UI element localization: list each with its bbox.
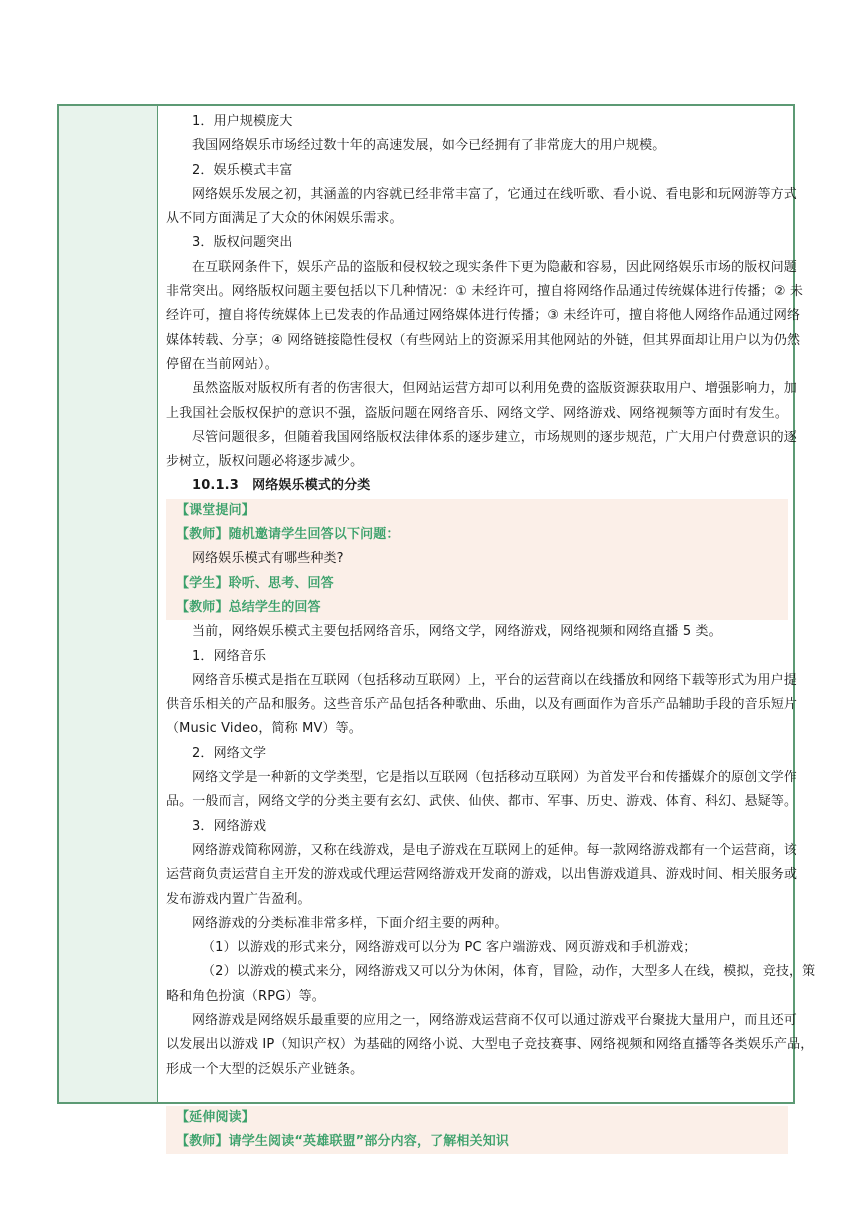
text-line: 网络游戏是网络娱乐最重要的应用之一，网络游戏运营商不仅可以通过游戏平台聚拢大量用户，而且还可 — [192, 1012, 797, 1028]
text-line: 从不同方面满足了大众的休闲娱乐需求。 — [166, 211, 403, 227]
highlight-line: 【延伸阅读】 — [166, 1106, 788, 1130]
text-line: 非常突出。网络版权问题主要包括以下几种情况：① 未经许可，擅自将网络作品通过传统媒体进行传播；② 未 — [166, 284, 804, 300]
text-line: 以发展出以游戏 IP（知识产权）为基础的网络小说、大型电子竞技赛事、网络视频和网络直播等各类娱乐产品， — [166, 1037, 814, 1053]
text-line: 形成一个大型的泛娱乐产业链条。 — [166, 1061, 364, 1077]
text-line: 我国网络娱乐市场经过数十年的高速发展，如今已经拥有了非常庞大的用户规模。 — [192, 138, 666, 154]
text-line: （2）以游戏的模式来分，网络游戏又可以分为休闲，体育，冒险，动作，大型多人在线，模拟，竞技，策 — [202, 964, 816, 980]
text-line: 2．网络文学 — [192, 745, 267, 761]
text-line: 网络文学是一种新的文学类型，它是指以互联网（包括移动互联网）为首发平台和传播媒介的原创文学作 — [192, 770, 797, 786]
text-line: 2．娱乐模式丰富 — [192, 162, 293, 178]
highlight-line: 【教师】随机邀请学生回答以下问题： — [166, 523, 788, 547]
text-line: 供音乐相关的产品和服务。这些音乐产品包括各种歌曲、乐曲，以及有画面作为音乐产品辅助手段的音乐短片 — [166, 697, 798, 713]
section-heading: 10.1.3 网络娱乐模式的分类 — [192, 478, 371, 494]
left-column-cell — [59, 106, 158, 1102]
text-line: 媒体转载、分享；④ 网络链接隐性侵权（有些网站上的资源采用其他网站的外链，但其界面却让用户以为仍然 — [166, 332, 801, 348]
highlight-line: 网络娱乐模式有哪些种类? — [166, 547, 788, 571]
text-line: 网络游戏简称网游，又称在线游戏，是电子游戏在互联网上的延伸。每一款网络游戏都有一个运营商，该 — [192, 842, 797, 858]
text-line: 运营商负责运营自主开发的游戏或代理运营网络游戏开发商的游戏，以出售游戏道具、游戏时间、相关服务或 — [166, 867, 798, 883]
highlight-line: 【教师】总结学生的回答 — [166, 596, 788, 620]
text-line: 网络娱乐发展之初，其涵盖的内容就已经非常丰富了，它通过在线听歌、看小说、看电影和玩网游等方式 — [192, 186, 797, 202]
text-line: 略和角色扮演（RPG）等。 — [166, 988, 325, 1004]
text-line: 在互联网条件下，娱乐产品的盗版和侵权较之现实条件下更为隐蔽和容易，因此网络娱乐市场的版权问题 — [192, 259, 797, 275]
text-line: （1）以游戏的形式来分，网络游戏可以分为 PC 客户端游戏、网页游戏和手机游戏； — [202, 940, 697, 956]
text-line: 经许可，擅自将传统媒体上已发表的作品通过网络媒体进行传播；③ 未经许可，擅自将他人网络作品通过网络 — [166, 308, 801, 324]
text-line — [166, 1082, 788, 1106]
text-line: 1．网络音乐 — [192, 648, 267, 664]
text-line: 上我国社会版权保护的意识不强，盗版问题在网络音乐、网络文学、网络游戏、网络视频等方面时有发生。 — [166, 405, 788, 421]
text-line: 虽然盗版对版权所有者的伤害很大，但网站运营方却可以利用免费的盗版资源获取用户、增强影响力，加 — [192, 381, 797, 397]
lesson-table — [57, 104, 816, 1150]
text-line: 发布游戏内置广告盈利。 — [166, 891, 311, 907]
content-cell — [166, 110, 816, 1154]
text-line: （Music Video，简称 MV）等。 — [166, 721, 362, 737]
text-line: 1．用户规模庞大 — [192, 114, 293, 129]
highlight-line: 【学生】聆听、思考、回答 — [166, 572, 788, 596]
text-line: 步树立，版权问题必将逐步减少。 — [166, 454, 364, 470]
text-line: 品。一般而言，网络文学的分类主要有玄幻、武侠、仙侠、都市、军事、历史、游戏、体育、科幻、悬疑等。 — [166, 794, 798, 810]
text-line: 网络游戏的分类标准非常多样，下面介绍主要的两种。 — [192, 915, 508, 931]
text-line: 停留在当前网站）。 — [166, 356, 278, 372]
text-line: 网络音乐模式是指在互联网（包括移动互联网）上，平台的运营商以在线播放和网络下载等形式为用户提 — [192, 672, 797, 688]
text-line: 3．网络游戏 — [192, 818, 267, 834]
text-line: 3．版权问题突出 — [192, 235, 293, 251]
text-line: 尽管问题很多，但随着我国网络版权法律体系的逐步建立，市场规则的逐步规范，广大用户付费意识的逐 — [192, 429, 797, 445]
highlight-line: 【教师】请学生阅读“英雄联盟”部分内容，了解相关知识 — [166, 1130, 788, 1154]
highlight-line: 【课堂提问】 — [166, 499, 788, 523]
text-line: 当前，网络娱乐模式主要包括网络音乐，网络文学，网络游戏，网络视频和网络直播 5 类。 — [192, 624, 722, 640]
